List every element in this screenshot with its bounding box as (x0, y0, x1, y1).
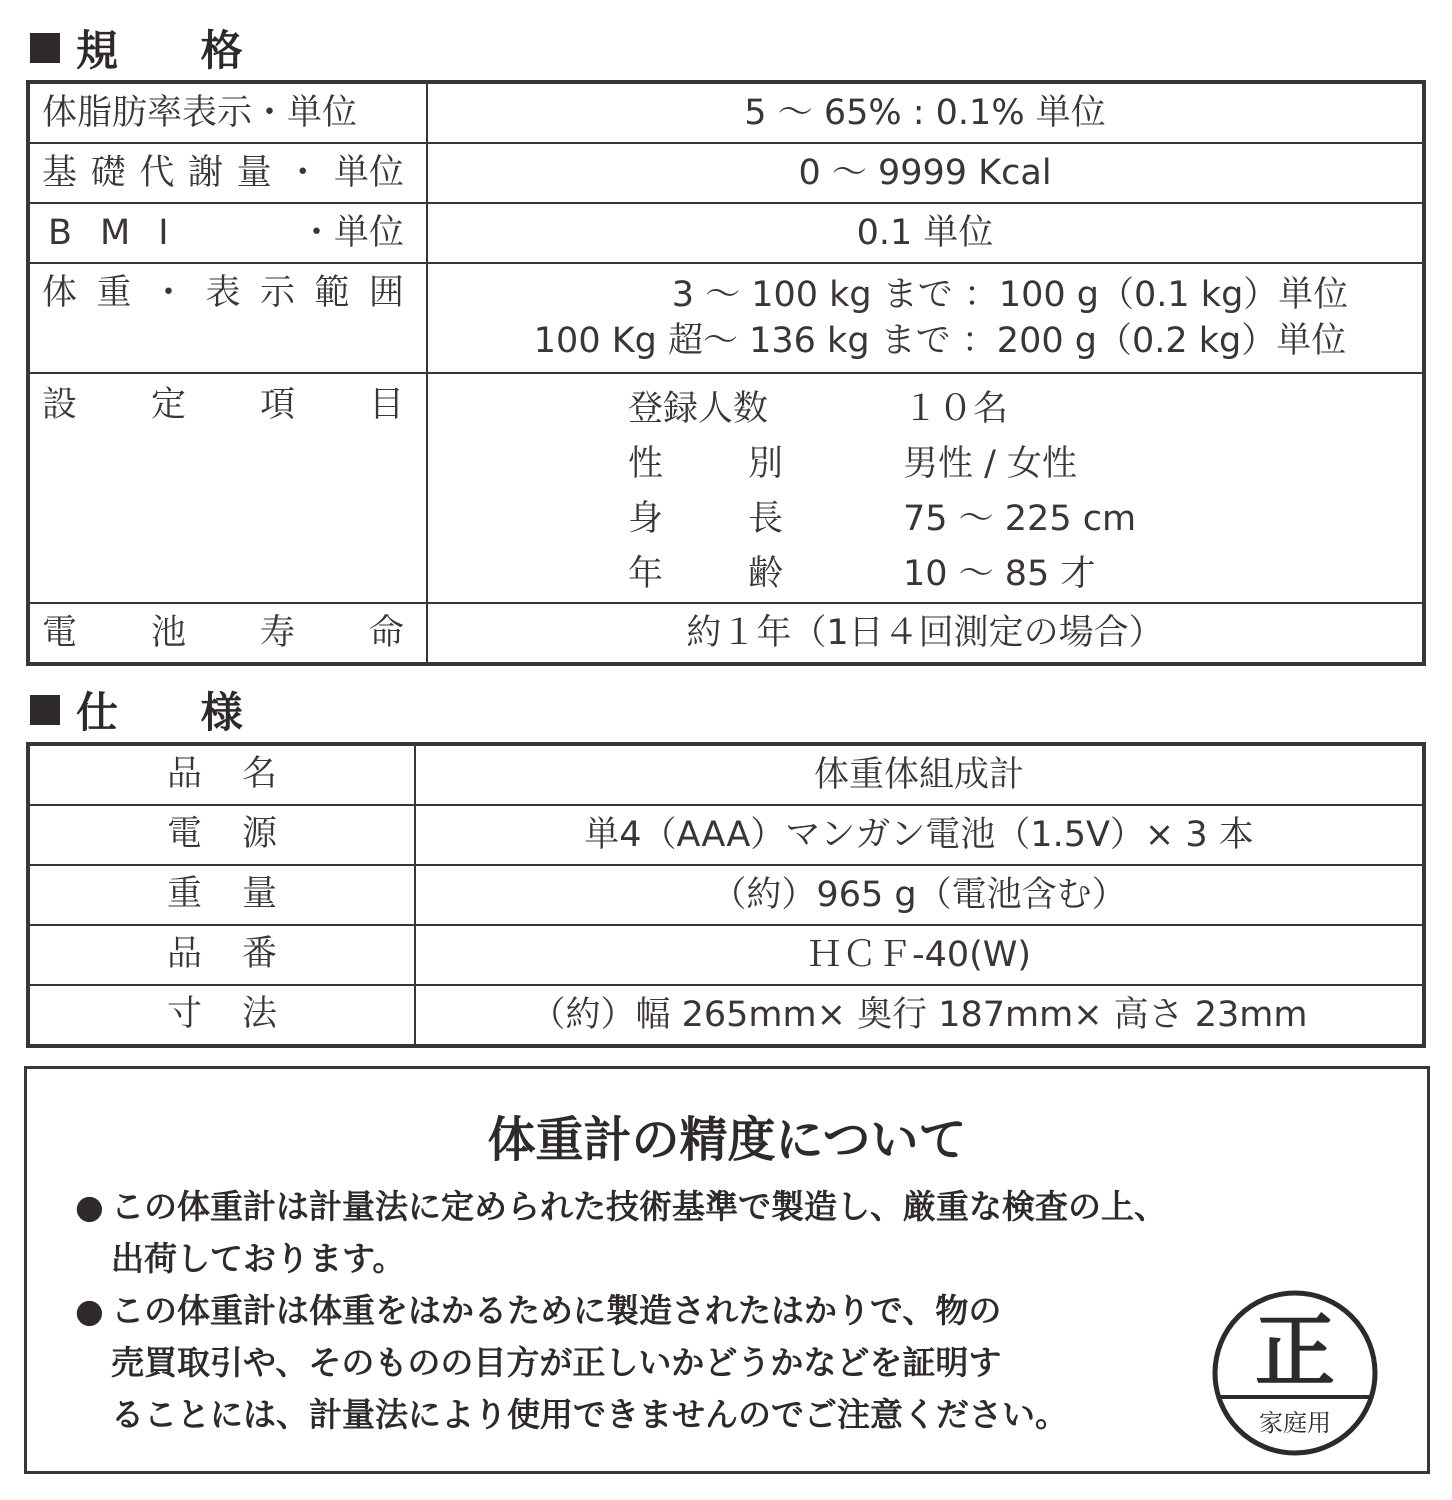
mark-caption: 家庭用 (1259, 1409, 1331, 1437)
spec-label: 設 定 項 目 (28, 373, 427, 603)
spec-label: 体脂肪率表示・単位 (28, 82, 427, 143)
product-table (26, 742, 1426, 1048)
product-value: 体重体組成計 (415, 744, 1424, 805)
spec-value: 3 ～ 100 kg まで ：100 g（0.1 kg）単位 100 Kg 超～ 136 kg まで ：200 g（0.2 kg）単位 (427, 263, 1424, 373)
setting-row: 登録人数 １０名 (628, 389, 1009, 429)
notice-paragraph: ● この体重計は計量法に定められた技術基準で製造し、厳重な検査の上、 出荷しております。 (111, 1181, 1401, 1285)
notice-paragraph: ● この体重計は体重をはかるために製造されたはかりで、物の 売買取引や、そのものの目方が正しいかどうかなどを証明す ることには、計量法により使用できませんのでご注意ください。 (111, 1285, 1201, 1441)
spec-value: 5 ～ 65% : 0.1% 単位 (427, 82, 1424, 143)
product-value: （約）幅 265mm× 奥行 187mm× 高さ 23mm (415, 985, 1424, 1046)
spec-table (26, 80, 1426, 666)
bullet-icon: ● (75, 1187, 104, 1226)
bullet-icon: ● (75, 1291, 104, 1330)
product-label: 品 番 (28, 925, 415, 985)
product-section-title: 仕 様 (30, 680, 277, 740)
spec-label: 電 池 寿 命 (28, 603, 427, 664)
accuracy-notice-box (24, 1066, 1430, 1474)
household-scale-certification-mark-icon (1211, 1289, 1379, 1457)
product-label: 寸 法 (28, 985, 415, 1046)
product-label: 重 量 (28, 865, 415, 925)
spec-value: 0.1 単位 (427, 203, 1424, 263)
spec-value: 0 ～ 9999 Kcal (427, 143, 1424, 203)
product-value: 単4（AAA）マンガン電池（1.5V）× 3 本 (415, 805, 1424, 865)
setting-row: 年 齢 10 ～ 85 才 (628, 554, 1096, 594)
spec-label: B M I ・単位 (28, 203, 427, 263)
product-value: ＨＣＦ-40(W) (415, 925, 1424, 985)
product-label: 品 名 (28, 744, 415, 805)
mark-symbol: 正 (1255, 1305, 1335, 1398)
notice-title: 体重計の精度について (487, 1112, 967, 1168)
spec-label: 基 礎 代 謝 量 ・ 単位 (28, 143, 427, 203)
product-label: 電 源 (28, 805, 415, 865)
spec-label: 体 重 ・ 表 示 範 囲 (28, 263, 427, 373)
spec-value: 約１年（1日４回測定の場合） (427, 603, 1424, 664)
setting-row: 身 長 75 ～ 225 cm (628, 499, 1137, 539)
product-value: （約）965 g（電池含む） (415, 865, 1424, 925)
spec-section-title: 規 格 (30, 18, 277, 78)
square-bullet-icon (30, 695, 60, 725)
square-bullet-icon (30, 33, 60, 63)
spec-value (427, 373, 1424, 603)
setting-row: 性 別 男性 / 女性 (628, 444, 1078, 484)
